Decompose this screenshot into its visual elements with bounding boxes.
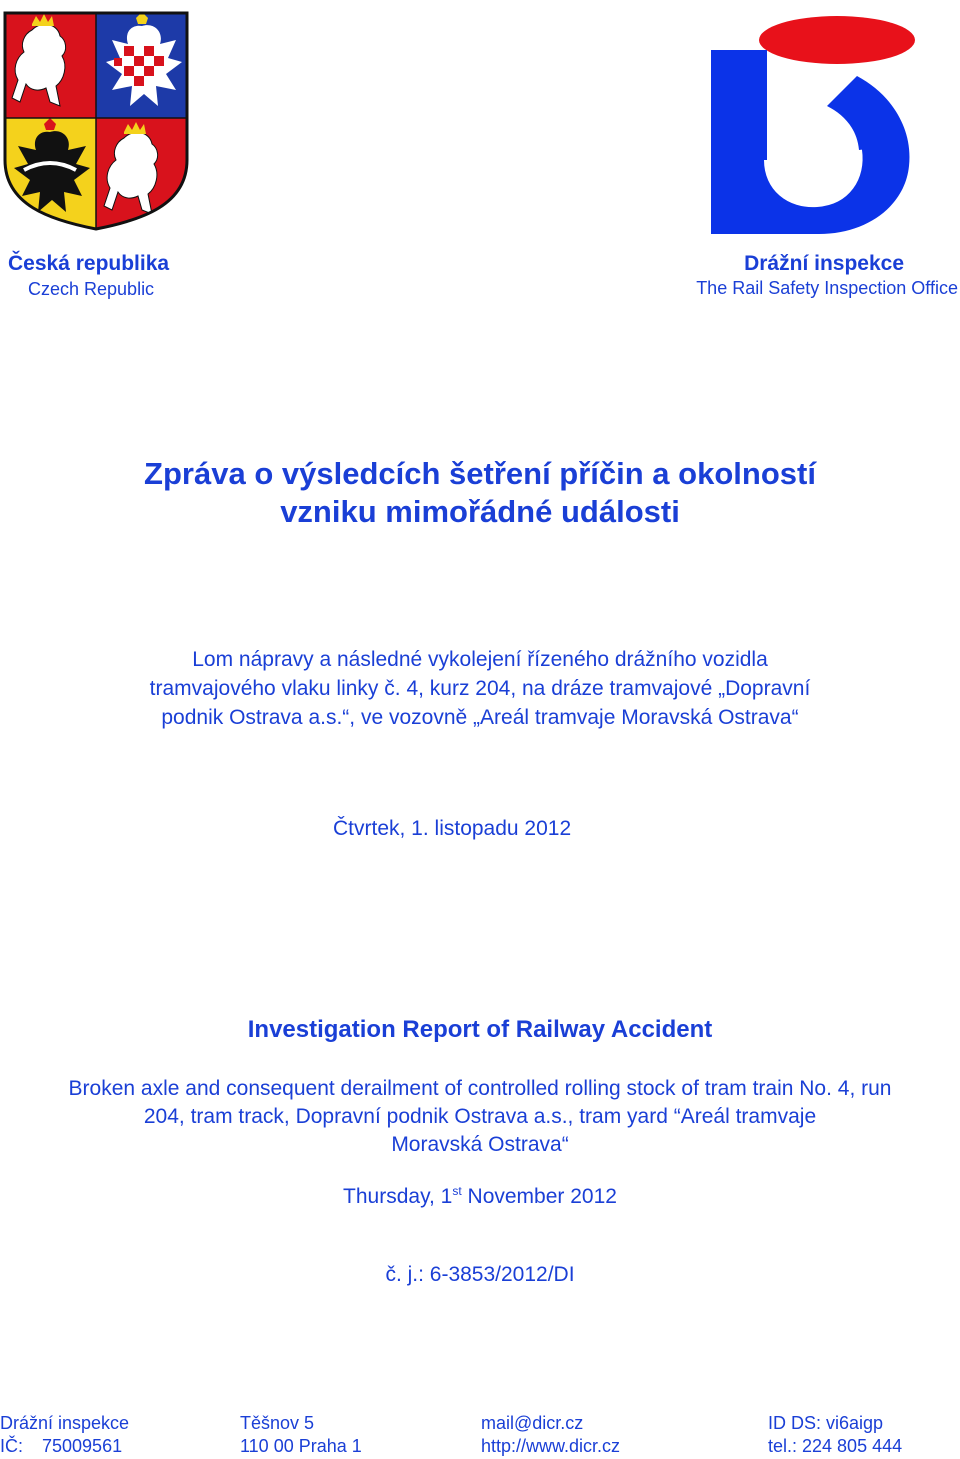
footer-email[interactable]: mail@dicr.cz	[481, 1413, 584, 1433]
footer-city: 110 00 Praha 1	[240, 1436, 362, 1456]
report-date-en-ordinal: st	[452, 1184, 462, 1198]
report-subtitle-cz-line3: podnik Ostrava a.s.“, ve vozovně „Areál tramvaje Moravská Ostrava“	[161, 706, 799, 729]
czech-coat-of-arms	[2, 10, 190, 232]
report-subtitle-cz	[0, 645, 960, 732]
report-date-cz: Čtvrtek, 1. listopadu 2012	[333, 817, 572, 840]
report-date-en-prefix: Thursday, 1	[343, 1185, 453, 1208]
header-office-en: The Rail Safety Inspection Office	[696, 278, 958, 298]
report-subtitle-en	[0, 1075, 960, 1159]
reference-number: č. j.: 6-3853/2012/DI	[385, 1263, 575, 1286]
footer-ic-label: IČ:	[0, 1436, 24, 1456]
header-country-cz: Česká republika	[8, 252, 170, 275]
report-title-en: Investigation Report of Railway Accident	[247, 1016, 713, 1043]
rail-inspection-logo	[707, 10, 921, 236]
footer-org: Drážní inspekce	[0, 1413, 130, 1433]
footer-data-box: ID DS: vi6aigp	[768, 1413, 884, 1433]
report-title-cz	[0, 455, 960, 531]
report-title-cz-line1: Zpráva o výsledcích šetření příčin a okolností	[144, 456, 816, 491]
report-title-cz-line2: vzniku mimořádné události	[280, 494, 680, 529]
report-date-en	[0, 1184, 960, 1209]
report-subtitle-cz-line2: tramvajového vlaku linky č. 4, kurz 204, na dráze tramvajové „Dopravní	[149, 677, 811, 700]
header-office-cz: Drážní inspekce	[744, 252, 904, 275]
footer-web[interactable]: http://www.dicr.cz	[481, 1436, 621, 1456]
report-subtitle-en-line1: Broken axle and consequent derailment of controlled rolling stock of tram train No. 4, run	[68, 1077, 892, 1100]
report-subtitle-cz-line1: Lom nápravy a následné vykolejení řízeného drážního vozidla	[192, 648, 768, 671]
report-subtitle-en-line3: Moravská Ostrava“	[391, 1133, 569, 1156]
report-date-en-suffix: November 2012	[461, 1185, 617, 1208]
footer-ic	[0, 1436, 122, 1457]
report-subtitle-en-line2: 204, tram track, Dopravní podnik Ostrava a.s., tram yard “Areál tramvaje	[143, 1105, 817, 1128]
footer-street: Těšnov 5	[240, 1413, 315, 1433]
footer-phone: tel.: 224 805 444	[768, 1436, 903, 1456]
header-country-en: Czech Republic	[28, 279, 155, 299]
footer-ic-value: 75009561	[42, 1436, 123, 1456]
